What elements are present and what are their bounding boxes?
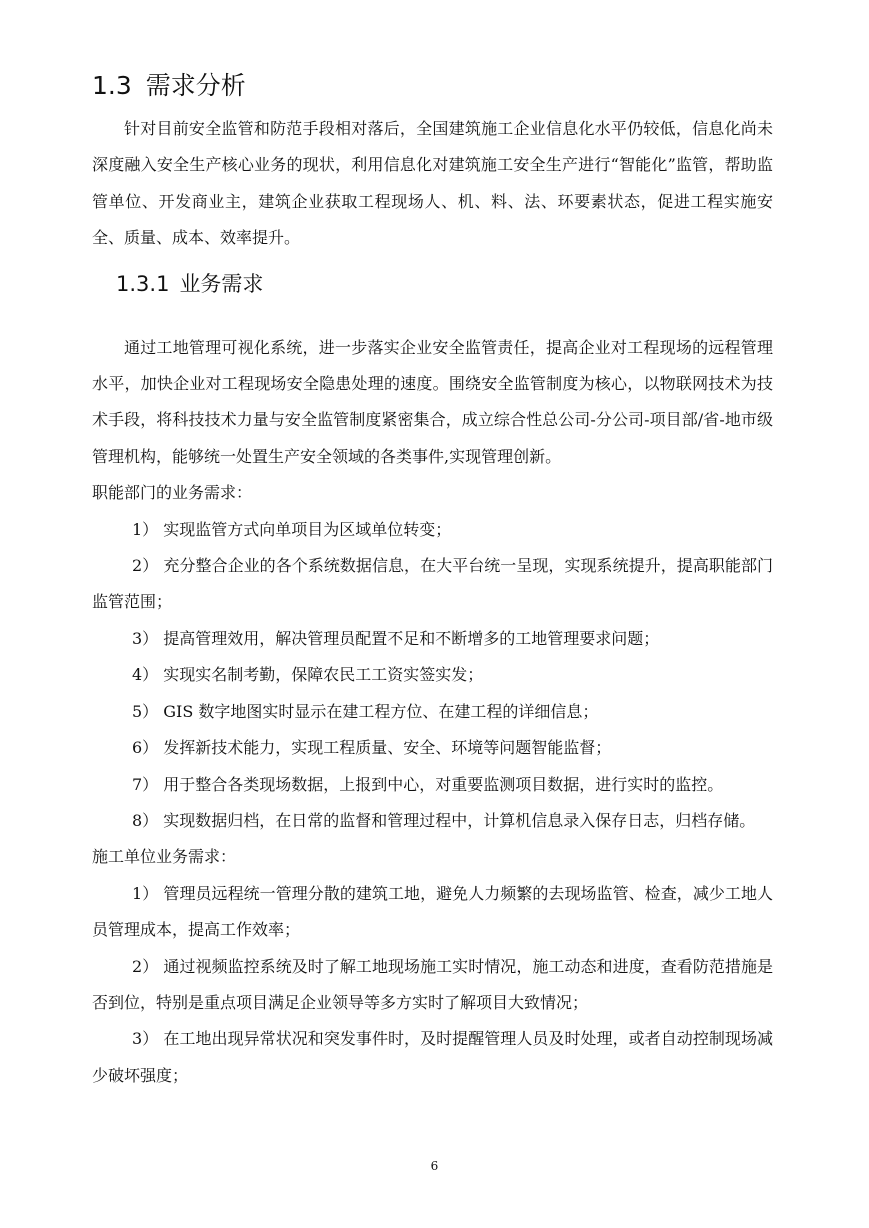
page-number: 6 (430, 1159, 439, 1173)
functional-need-item: 8） 实现数据归档，在日常的监督和管理过程中，计算机信息录入保存日志，归档存储。 (132, 810, 756, 830)
construction-needs-heading: 施工单位业务需求： (92, 847, 237, 867)
construction-need-item: 2） 通过视频监控系统及时了解工地现场施工实时情况，施工动态和进度，查看防范措施是否到位，特别是重点项目满足企业领导等多方实时了解项目大致情况； (92, 956, 773, 1012)
functional-need-item: 7） 用于整合各类现场数据，上报到中心，对重要监测项目数据，进行实时的监控。 (132, 774, 724, 794)
section-title: 需求分析 (145, 71, 246, 100)
subsection-heading (116, 266, 263, 302)
document-body (92, 111, 773, 1094)
section-number: 1.3 (92, 71, 132, 100)
functional-need-item: 6） 发挥新技术能力，实现工程质量、安全、环境等问题智能监督； (132, 738, 612, 758)
subsection-title: 业务需求 (179, 272, 264, 296)
functional-need-item: 3） 提高管理效用，解决管理员配置不足和不断增多的工地管理要求问题； (132, 628, 660, 648)
construction-need-item: 1） 管理员远程统一管理分散的建筑工地，避免人力频繁的去现场监管、检查，减少工地人员管理成本，提高工作效率； (92, 883, 773, 940)
functional-needs-heading: 职能部门的业务需求： (92, 483, 253, 503)
functional-need-item: 1） 实现监管方式向单项目为区域单位转变； (132, 519, 452, 539)
section-intro-paragraph: 针对目前安全监管和防范手段相对落后，全国建筑施工企业信息化水平仍较低，信息化尚未深度融入安全生产核心业务的现状，利用信息化对建筑施工安全生产进行“智能化”监管，帮助监管单位、开发商业主，建筑企业获取工程现场人、机、料、法、环要素状态，促进工程实施安全、质量、成本、效率提升。 (92, 119, 773, 248)
subsection-intro-paragraph: 通过工地管理可视化系统，进一步落实企业安全监管责任，提高企业对工程现场的远程管理水平，加快企业对工程现场安全隐患处理的速度。围绕安全监管制度为核心，以物联网技术为技术手段，将科技技术力量与安全监管制度紧密集合，成立综合性总公司-分公司-项目部/省-地市级管理机构，能够统一处置生产安全领域的各类事件,实现管理创新。 (92, 337, 773, 466)
functional-need-item: 5） GIS 数字地图实时显示在建工程方位、在建工程的详细信息； (132, 701, 599, 721)
subsection-number: 1.3.1 (116, 272, 170, 296)
section-heading (92, 66, 246, 106)
construction-need-item: 3） 在工地出现异常状况和突发事件时，及时提醒管理人员及时处理，或者自动控制现场减少破坏强度； (92, 1029, 773, 1085)
functional-need-item: 4） 实现实名制考勤，保障农民工工资实签实发； (132, 665, 484, 685)
functional-need-item: 2） 充分整合企业的各个系统数据信息，在大平台统一呈现，实现系统提升，提高职能部门监管范围； (92, 556, 773, 612)
